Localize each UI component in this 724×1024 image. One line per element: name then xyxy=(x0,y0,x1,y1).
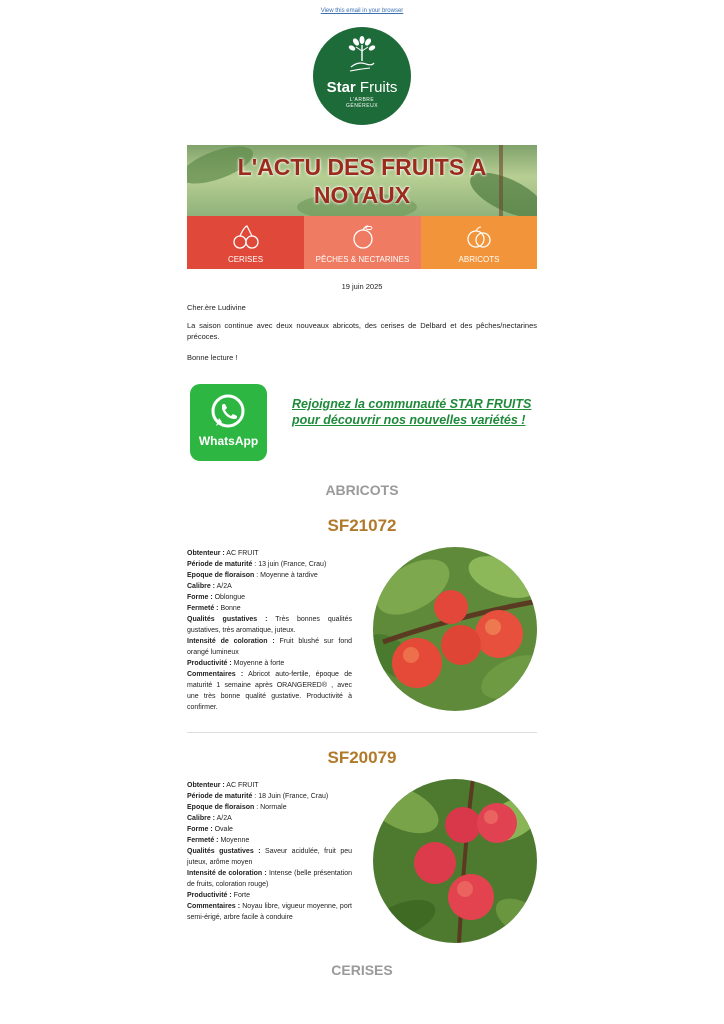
field-label: Forme : xyxy=(187,826,213,833)
field-value: A/2A xyxy=(215,815,232,822)
whatsapp-community-link[interactable] xyxy=(292,396,542,428)
field-value: Saveur acidulée, fruit peu juteux, arôme moyen xyxy=(187,848,353,866)
field-label: Fermeté : xyxy=(187,605,219,612)
logo-brand-bold: Star xyxy=(326,79,356,96)
field-label: Période de maturité xyxy=(187,561,253,568)
logo-tagline-2: GÉNÉREUX xyxy=(345,103,379,109)
view-in-browser-link[interactable]: View this email in your browser xyxy=(320,8,404,14)
banner-title-line-1: L'ACTU DES FRUITS A xyxy=(237,154,487,180)
field-label: Fermeté : xyxy=(187,837,219,844)
field-value: Noyau libre, vigueur moyenne, port semi-érigé, arbre facile à conduire xyxy=(187,903,352,921)
field-label: Qualités gustatives : xyxy=(187,616,268,623)
variety-code: SF21072 xyxy=(327,516,397,535)
category-label-peches: PÊCHES & NECTARINES xyxy=(315,255,410,264)
variety-code: SF20079 xyxy=(327,748,397,767)
logo-tagline xyxy=(313,97,411,109)
logo-tagline-1: L'ARBRE xyxy=(349,97,375,103)
star-fruits-logo[interactable] xyxy=(313,27,411,125)
apricot-photo xyxy=(373,779,537,943)
newsletter-date: 19 juin 2025 xyxy=(341,282,383,291)
variety-details xyxy=(187,548,352,713)
newsletter-banner[interactable] xyxy=(187,145,537,269)
closing-text: Bonne lecture ! xyxy=(187,353,238,362)
field-label: Commentaires : xyxy=(187,903,241,910)
apricot-icon xyxy=(462,224,496,250)
field-value: Très bonnes qualités gustatives, très aromatique, juteux. xyxy=(187,616,353,634)
variety-details xyxy=(187,780,352,923)
field-label: Commentaires : xyxy=(187,671,244,678)
category-cerises[interactable] xyxy=(187,216,304,269)
category-label-cerises: CERISES xyxy=(227,255,264,264)
field-value: AC FRUIT xyxy=(224,550,259,557)
section-title-cerises: CERISES xyxy=(331,962,393,978)
field-value: A/2A xyxy=(215,583,232,590)
whatsapp-text-line-2: pour découvrir nos nouvelles variétés ! xyxy=(292,413,526,427)
field-label: Intensité de coloration : xyxy=(187,638,275,645)
field-value: Abricot auto-fertile, époque de maturité 1 semaine après ORANGERED® , avec une très bonne qualité gustative. Productivité à confirmer. xyxy=(187,671,353,711)
apricot-photo-illustration xyxy=(373,547,537,711)
field-label: Epoque de floraison xyxy=(187,572,255,579)
field-value: Intense (belle présentation de fruits, coloration rouge) xyxy=(187,870,352,888)
field-label: Intensité de coloration : xyxy=(187,870,267,877)
cherry-icon xyxy=(229,224,263,250)
tree-hand-icon xyxy=(346,35,378,77)
whatsapp-text-line-1: Rejoignez la communauté STAR FRUITS xyxy=(292,397,532,411)
field-label: Calibre : xyxy=(187,583,216,590)
category-peches-nectarines[interactable] xyxy=(304,216,421,269)
field-value: : Normale xyxy=(254,804,287,811)
field-label: Epoque de floraison xyxy=(187,804,255,811)
field-label: Calibre : xyxy=(187,815,216,822)
field-label: Qualités gustatives : xyxy=(187,848,261,855)
field-label: Période de maturité xyxy=(187,793,253,800)
field-value: Oblongue xyxy=(212,594,245,601)
apricot-photo xyxy=(373,547,537,711)
field-value: Bonne xyxy=(218,605,241,612)
field-value: : Moyenne à tardive xyxy=(254,572,318,579)
banner-title-line-2: NOYAUX xyxy=(313,182,411,208)
field-label: Productivité : xyxy=(187,892,232,899)
peach-icon xyxy=(346,224,380,250)
field-value: Moyenne xyxy=(218,837,250,844)
category-abricots[interactable] xyxy=(421,216,537,269)
field-value: Ovale xyxy=(212,826,233,833)
whatsapp-label: WhatsApp xyxy=(198,434,259,448)
section-divider xyxy=(187,732,537,733)
field-value: Fruit blushé sur fond orangé lumineux xyxy=(187,638,353,656)
intro-paragraph: La saison continue avec deux nouveaux abricots, des cerises de Delbard et des pêches/nectarines précoces. xyxy=(187,321,537,341)
section-title-abricots: ABRICOTS xyxy=(325,482,399,498)
whatsapp-icon xyxy=(208,392,248,432)
field-value: Forte xyxy=(231,892,251,899)
field-label: Forme : xyxy=(187,594,213,601)
logo-brand xyxy=(313,79,411,96)
field-label: Obtenteur : xyxy=(187,550,225,557)
apricot-photo-illustration xyxy=(373,779,537,943)
logo-brand-thin: Fruits xyxy=(355,79,398,96)
banner-title xyxy=(187,153,537,209)
field-label: Productivité : xyxy=(187,660,232,667)
greeting: Cher.ère Ludivine xyxy=(187,303,246,312)
whatsapp-button[interactable] xyxy=(190,384,267,461)
field-value: : 13 juin (France, Crau) xyxy=(252,561,327,568)
field-value: AC FRUIT xyxy=(224,782,259,789)
field-value: Moyenne à forte xyxy=(231,660,285,667)
field-value: : 18 Juin (France, Crau) xyxy=(252,793,329,800)
field-label: Obtenteur : xyxy=(187,782,225,789)
category-label-abricots: ABRICOTS xyxy=(458,255,500,264)
